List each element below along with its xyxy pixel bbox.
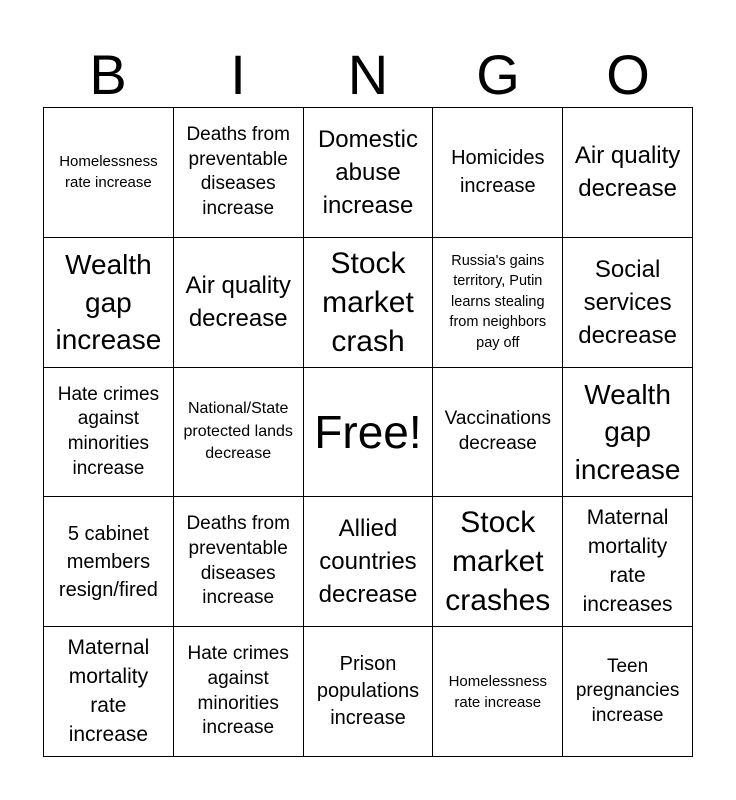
cell-label: Domestic abuse increase: [317, 125, 418, 219]
header-letter-i: I: [230, 43, 246, 106]
header-letter-g: G: [476, 43, 520, 106]
bingo-cell[interactable]: [563, 627, 693, 757]
bingo-cell[interactable]: [433, 238, 563, 368]
bingo-cell[interactable]: [174, 627, 304, 757]
bingo-cell[interactable]: [44, 108, 174, 238]
bingo-cell[interactable]: [174, 497, 304, 627]
bingo-cell[interactable]: [304, 108, 434, 238]
cell-label: Allied countries decrease: [318, 515, 418, 609]
cell-label: Deaths from preventable diseases increase: [186, 513, 290, 609]
cell-label: Deaths from preventable diseases increase: [186, 124, 290, 220]
bingo-header: [43, 44, 693, 106]
bingo-cell[interactable]: [44, 627, 174, 757]
cell-label: Air quality decrease: [185, 272, 291, 333]
header-letter-b: B: [89, 43, 127, 106]
cell-label: Vaccinations decrease: [444, 408, 551, 454]
cell-label: Homelessness rate increase: [59, 153, 158, 192]
bingo-cell[interactable]: [44, 497, 174, 627]
bingo-cell[interactable]: [304, 238, 434, 368]
bingo-cell[interactable]: [174, 238, 304, 368]
cell-label: National/State protected lands decrease: [183, 400, 293, 463]
bingo-cell[interactable]: [304, 497, 434, 627]
cell-label: Wealth gap increase: [574, 379, 681, 485]
bingo-board: [43, 107, 693, 757]
cell-label: Hate crimes against minorities increase: [187, 643, 289, 739]
cell-label: Russia's gains territory, Putin learns stealing from neighbors pay off: [449, 252, 547, 352]
bingo-cell[interactable]: [44, 238, 174, 368]
cell-label: Prison populations increase: [316, 653, 420, 730]
bingo-cell[interactable]: [433, 368, 563, 498]
cell-label: Teen pregnancies increase: [575, 655, 680, 726]
bingo-cell[interactable]: [433, 108, 563, 238]
cell-label: Homelessness rate increase: [448, 672, 547, 711]
bingo-cell[interactable]: [433, 497, 563, 627]
bingo-cell[interactable]: [433, 627, 563, 757]
cell-label: Hate crimes against minorities increase: [57, 383, 160, 479]
free-space-label: Free!: [314, 405, 422, 458]
header-letter-o: O: [606, 43, 650, 106]
header-letter-n: N: [347, 43, 389, 106]
cell-label: Social services decrease: [578, 255, 677, 349]
bingo-cell[interactable]: [304, 627, 434, 757]
cell-label: Maternal mortality rate increases: [582, 505, 673, 616]
cell-label: Wealth gap increase: [55, 249, 162, 355]
bingo-cell[interactable]: [563, 238, 693, 368]
bingo-cell[interactable]: [174, 108, 304, 238]
bingo-cell[interactable]: [563, 368, 693, 498]
bingo-cell[interactable]: [563, 497, 693, 627]
cell-label: Stock market crash: [322, 246, 414, 358]
bingo-cell[interactable]: [174, 368, 304, 498]
cell-label: Homicides increase: [451, 147, 545, 198]
bingo-cell[interactable]: [44, 368, 174, 498]
bingo-cell[interactable]: [563, 108, 693, 238]
cell-label: Air quality decrease: [574, 142, 681, 203]
free-space[interactable]: [304, 368, 434, 498]
cell-label: Stock market crashes: [445, 506, 551, 618]
cell-label: Maternal mortality rate increase: [67, 635, 150, 746]
cell-label: 5 cabinet members resign/fired: [58, 522, 158, 601]
